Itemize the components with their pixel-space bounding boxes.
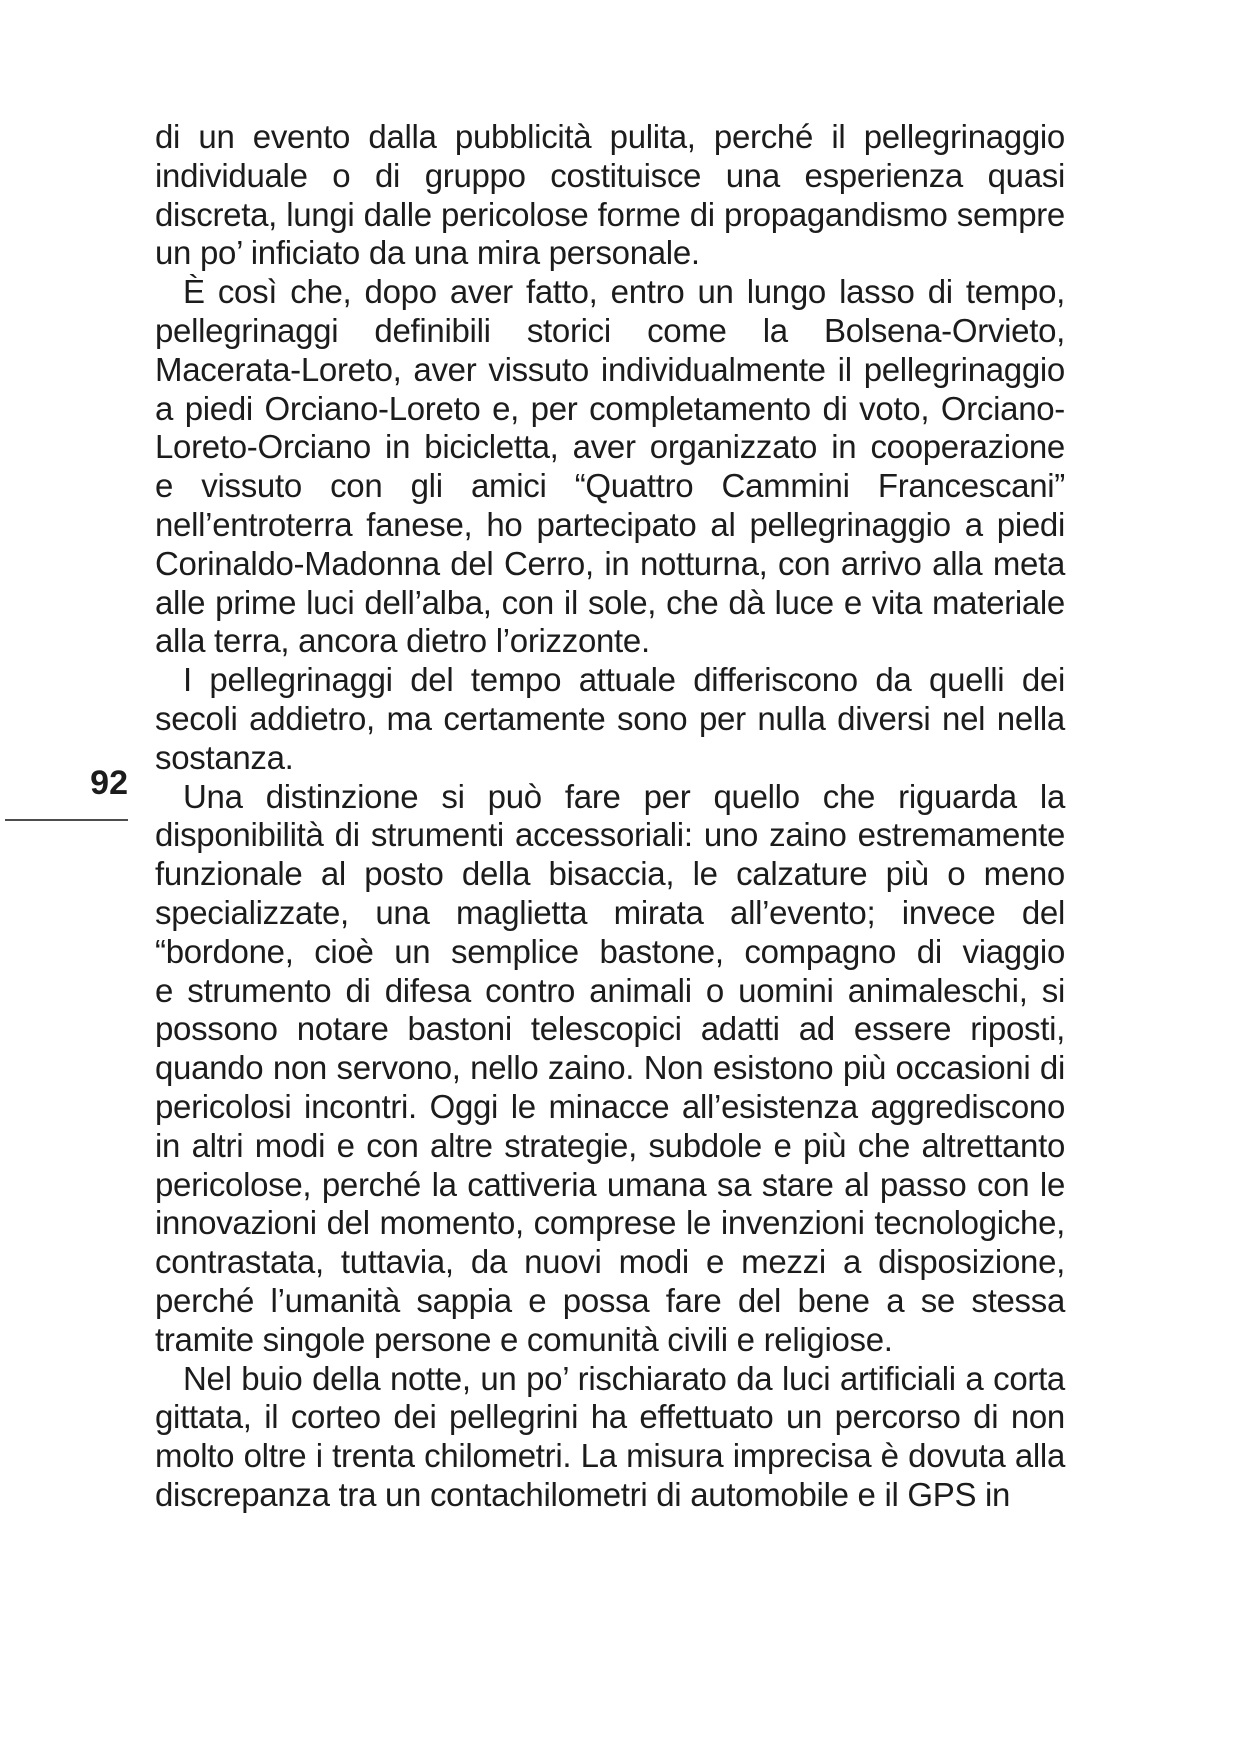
page-number: 92 [90,764,128,802]
text-line: discreta, lungi dalle pericolose forme di propagandismo sempre [155,195,1065,233]
paragraph [155,661,1065,777]
text-line: funzionale al posto della bisaccia, le calzature più o meno [155,855,1065,893]
text-line: tramite singole persone e comunità civili e religiose. [155,1320,893,1358]
text-line: quando non servono, nello zaino. Non esistono più occasioni di [155,1049,1065,1087]
text-line: Macerata-Loreto, aver vissuto individualmente il pellegrinaggio [155,350,1065,388]
text-line: sostanza. [155,738,294,776]
text-line: I pellegrinaggi del tempo attuale differiscono da quelli dei [183,661,1065,699]
text-line: molto oltre i trenta chilometri. La misura imprecisa è dovuta alla [155,1437,1065,1475]
text-line: È così che, dopo aver fatto, entro un lungo lasso di tempo, [183,273,1065,311]
text-line: Una distinzione si può fare per quello che riguarda la [183,777,1065,815]
paragraph [155,778,1065,1360]
folio-rule [5,819,128,821]
text-line: in altri modi e con altre strategie, subdole e più che altrettanto [155,1126,1065,1164]
text-line: nell’entroterra fanese, ho partecipato al pellegrinaggio a piedi [155,505,1065,543]
text-line: alle prime luci dell’alba, con il sole, che dà luce e vita materiale [155,583,1065,621]
text-line: contrastata, tuttavia, da nuovi modi e mezzi a disposizione, [155,1243,1065,1281]
text-line: “bordone, cioè un semplice bastone, compagno di viaggio [155,932,1065,970]
text-line: e vissuto con gli amici “Quattro Cammini Francescani” [155,467,1065,505]
text-line: Nel buio della notte, un po’ rischiarato da luci artificiali a corta [183,1359,1065,1397]
text-line: Loreto-Orciano in bicicletta, aver organizzato in cooperazione [155,428,1065,466]
text-line: discrepanza tra un contachilometri di automobile e il GPS in [155,1475,1011,1513]
text-line: pellegrinaggi definibili storici come la Bolsena-Orvieto, [155,311,1065,349]
text-line: pericolosi incontri. Oggi le minacce all’esistenza aggrediscono [155,1087,1065,1125]
text-line: alla terra, ancora dietro l’orizzonte. [155,622,650,660]
text-line: secoli addietro, ma certamente sono per nulla diversi nel nella [155,699,1065,737]
text-line: a piedi Orciano-Loreto e, per completamento di voto, Orciano- [155,389,1065,427]
text-line: specializzate, una maglietta mirata all’evento; invece del [155,893,1065,931]
paragraph [155,1360,1065,1515]
text-line: di un evento dalla pubblicità pulita, perché il pellegrinaggio [155,118,1065,155]
text-line: e strumento di difesa contro animali o uomini animaleschi, si [155,971,1065,1009]
text-line: individuale o di gruppo costituisce una esperienza quasi [155,156,1065,194]
text-line: perché l’umanità sappia e possa fare del bene a se stessa [155,1281,1065,1319]
text-line: un po’ inficiato da una mira personale. [155,234,700,272]
text-line: gittata, il corteo dei pellegrini ha effettuato un percorso di non [155,1398,1065,1436]
text-line: disponibilità di strumenti accessoriali: uno zaino estremamente [155,816,1065,854]
text-line: innovazioni del momento, comprese le invenzioni tecnologiche, [155,1204,1065,1242]
text-line: possono notare bastoni telescopici adatti ad essere riposti, [155,1010,1065,1048]
text-block [155,118,1065,1515]
text-line: Corinaldo-Madonna del Cerro, in notturna, con arrivo alla meta [155,544,1065,582]
text-line: pericolose, perché la cattiveria umana sa stare al passo con le [155,1165,1065,1203]
paragraph [155,273,1065,661]
paragraph [155,118,1065,273]
